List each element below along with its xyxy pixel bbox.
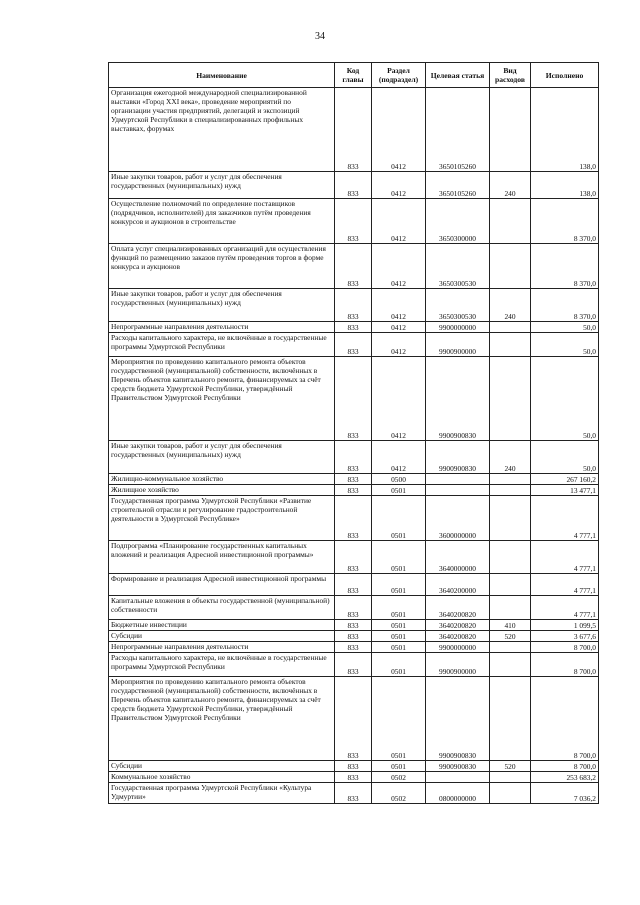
row-name: Капитальные вложения в объекты государственной (муниципальной) собственности bbox=[109, 596, 335, 620]
row-amount: 138,0 bbox=[531, 172, 599, 199]
header-name: Наименование bbox=[109, 63, 335, 88]
row-section: 0502 bbox=[372, 783, 426, 804]
table-body bbox=[109, 88, 599, 804]
row-section: 0412 bbox=[372, 441, 426, 474]
row-type bbox=[490, 574, 531, 596]
row-amount: 4 777,1 bbox=[531, 574, 599, 596]
row-type bbox=[490, 474, 531, 485]
header-section: Раздел (подраздел) bbox=[372, 63, 426, 88]
table-row bbox=[109, 485, 599, 496]
row-name: Жилищное хозяйство bbox=[109, 485, 335, 496]
row-section: 0500 bbox=[372, 474, 426, 485]
row-amount: 8 700,0 bbox=[531, 761, 599, 772]
row-article: 3640200000 bbox=[426, 574, 490, 596]
header-amount: Исполнено bbox=[531, 63, 599, 88]
row-article: 3640200820 bbox=[426, 631, 490, 642]
row-amount: 8 700,0 bbox=[531, 642, 599, 653]
row-amount: 50,0 bbox=[531, 357, 599, 441]
row-article: 9900900830 bbox=[426, 357, 490, 441]
table-row bbox=[109, 620, 599, 631]
row-section: 0412 bbox=[372, 244, 426, 289]
row-code: 833 bbox=[335, 172, 372, 199]
row-name: Иные закупки товаров, работ и услуг для обеспечения государственных (муниципальных) нужд bbox=[109, 441, 335, 474]
row-section: 0501 bbox=[372, 541, 426, 574]
header-code: Код главы bbox=[335, 63, 372, 88]
table-row bbox=[109, 596, 599, 620]
row-name: Иные закупки товаров, работ и услуг для обеспечения государственных (муниципальных) нужд bbox=[109, 289, 335, 322]
row-article: 9900000000 bbox=[426, 322, 490, 333]
row-section: 0501 bbox=[372, 574, 426, 596]
row-code: 833 bbox=[335, 631, 372, 642]
row-section: 0502 bbox=[372, 772, 426, 783]
row-article: 9900000000 bbox=[426, 642, 490, 653]
row-code: 833 bbox=[335, 642, 372, 653]
row-code: 833 bbox=[335, 322, 372, 333]
row-amount: 4 777,1 bbox=[531, 496, 599, 541]
row-type bbox=[490, 88, 531, 172]
table-row bbox=[109, 574, 599, 596]
row-section: 0501 bbox=[372, 677, 426, 761]
table-row bbox=[109, 783, 599, 804]
row-code: 833 bbox=[335, 541, 372, 574]
row-section: 0501 bbox=[372, 653, 426, 677]
header-type: Вид расходов bbox=[490, 63, 531, 88]
page-number: 34 bbox=[315, 31, 325, 42]
row-amount: 50,0 bbox=[531, 322, 599, 333]
row-type: 520 bbox=[490, 761, 531, 772]
row-amount: 4 777,1 bbox=[531, 541, 599, 574]
row-amount: 50,0 bbox=[531, 333, 599, 357]
row-name: Жилищно-коммунальное хозяйство bbox=[109, 474, 335, 485]
row-type: 520 bbox=[490, 631, 531, 642]
row-type bbox=[490, 541, 531, 574]
row-article: 0800000000 bbox=[426, 783, 490, 804]
row-code: 833 bbox=[335, 620, 372, 631]
row-type bbox=[490, 596, 531, 620]
row-type bbox=[490, 677, 531, 761]
row-name: Мероприятия по проведению капитального ремонта объектов государственной (муниципальной) собственности, включённых в Перечень объектов капитального ремонта, финансируемых за счёт средств бюджета Удмуртской Республики, утверждённый Правительством Удмуртской Республики bbox=[109, 357, 335, 441]
row-name: Непрограммные направления деятельности bbox=[109, 322, 335, 333]
row-section: 0501 bbox=[372, 642, 426, 653]
row-article: 9900900000 bbox=[426, 333, 490, 357]
row-article: 3650105260 bbox=[426, 172, 490, 199]
table-row bbox=[109, 88, 599, 172]
row-name: Иные закупки товаров, работ и услуг для обеспечения государственных (муниципальных) нужд bbox=[109, 172, 335, 199]
row-name: Субсидии bbox=[109, 761, 335, 772]
row-article: 3600000000 bbox=[426, 496, 490, 541]
row-section: 0412 bbox=[372, 322, 426, 333]
row-amount: 1 099,5 bbox=[531, 620, 599, 631]
row-name: Подпрограмма «Планирование государственных капитальных вложений и реализация Адресной инвестиционной программы» bbox=[109, 541, 335, 574]
row-amount: 8 370,0 bbox=[531, 289, 599, 322]
row-section: 0501 bbox=[372, 620, 426, 631]
row-article: 3640000000 bbox=[426, 541, 490, 574]
row-code: 833 bbox=[335, 783, 372, 804]
row-type bbox=[490, 642, 531, 653]
row-section: 0412 bbox=[372, 172, 426, 199]
table-row bbox=[109, 289, 599, 322]
row-article: 3640200820 bbox=[426, 620, 490, 631]
row-name: Субсидии bbox=[109, 631, 335, 642]
row-article: 9900900830 bbox=[426, 761, 490, 772]
row-type bbox=[490, 322, 531, 333]
table-row bbox=[109, 541, 599, 574]
row-code: 833 bbox=[335, 772, 372, 783]
row-name: Государственная программа Удмуртской Республики «Развитие строительной отрасли и регулирование градостроительной деятельности в Удмуртской Республике» bbox=[109, 496, 335, 541]
row-amount: 8 370,0 bbox=[531, 199, 599, 244]
row-name: Государственная программа Удмуртской Республики «Культура Удмуртии» bbox=[109, 783, 335, 804]
row-article: 3650300530 bbox=[426, 289, 490, 322]
row-type bbox=[490, 772, 531, 783]
row-code: 833 bbox=[335, 244, 372, 289]
row-name: Осуществление полномочий по определение поставщиков (подрядчиков, исполнителей) для заказчиков путём проведения конкурсов и аукционов в строительстве bbox=[109, 199, 335, 244]
row-type bbox=[490, 244, 531, 289]
row-code: 833 bbox=[335, 496, 372, 541]
table-row bbox=[109, 244, 599, 289]
row-code: 833 bbox=[335, 88, 372, 172]
row-name: Расходы капитального характера, не включённые в государственные программы Удмуртской Республики bbox=[109, 653, 335, 677]
row-amount: 138,0 bbox=[531, 88, 599, 172]
row-code: 833 bbox=[335, 677, 372, 761]
row-code: 833 bbox=[335, 199, 372, 244]
row-section: 0501 bbox=[372, 761, 426, 772]
row-name: Непрограммные направления деятельности bbox=[109, 642, 335, 653]
header-article: Целевая статья bbox=[426, 63, 490, 88]
row-section: 0501 bbox=[372, 596, 426, 620]
row-article: 9900900830 bbox=[426, 677, 490, 761]
table-row bbox=[109, 357, 599, 441]
row-type: 410 bbox=[490, 620, 531, 631]
table-row bbox=[109, 172, 599, 199]
row-code: 833 bbox=[335, 653, 372, 677]
row-section: 0412 bbox=[372, 357, 426, 441]
row-name: Оплата услуг специализированных организаций для осуществления функций по размещению заказов путём проведения торгов в форме конкурса и аукционов bbox=[109, 244, 335, 289]
row-amount: 267 160,2 bbox=[531, 474, 599, 485]
row-section: 0501 bbox=[372, 631, 426, 642]
row-code: 833 bbox=[335, 441, 372, 474]
table-row bbox=[109, 761, 599, 772]
table-row bbox=[109, 441, 599, 474]
row-article: 9900900000 bbox=[426, 653, 490, 677]
row-code: 833 bbox=[335, 485, 372, 496]
row-code: 833 bbox=[335, 574, 372, 596]
table-row bbox=[109, 496, 599, 541]
row-amount: 8 700,0 bbox=[531, 653, 599, 677]
table-row bbox=[109, 474, 599, 485]
table-row bbox=[109, 653, 599, 677]
row-section: 0412 bbox=[372, 333, 426, 357]
row-code: 833 bbox=[335, 333, 372, 357]
row-article: 3640200820 bbox=[426, 596, 490, 620]
row-article bbox=[426, 485, 490, 496]
row-code: 833 bbox=[335, 357, 372, 441]
row-section: 0412 bbox=[372, 199, 426, 244]
row-name: Формирование и реализация Адресной инвестиционной программы bbox=[109, 574, 335, 596]
row-type bbox=[490, 783, 531, 804]
row-name: Расходы капитального характера, не включённые в государственные программы Удмуртской Республики bbox=[109, 333, 335, 357]
budget-table bbox=[108, 62, 599, 804]
row-code: 833 bbox=[335, 761, 372, 772]
row-section: 0501 bbox=[372, 496, 426, 541]
row-name: Организация ежегодной международной специализированной выставки «Город XXI века», проведение мероприятий по организации участия предприятий, делегаций и экспозиций Удмуртской Республики в специализированных профильных выставках, форумах bbox=[109, 88, 335, 172]
row-amount: 3 677,6 bbox=[531, 631, 599, 642]
row-article: 3650105260 bbox=[426, 88, 490, 172]
row-article: 3650300530 bbox=[426, 244, 490, 289]
table-row bbox=[109, 199, 599, 244]
row-type bbox=[490, 496, 531, 541]
row-article: 9900900830 bbox=[426, 441, 490, 474]
row-name: Коммунальное хозяйство bbox=[109, 772, 335, 783]
row-type bbox=[490, 653, 531, 677]
row-amount: 13 477,1 bbox=[531, 485, 599, 496]
row-type bbox=[490, 199, 531, 244]
row-type: 240 bbox=[490, 289, 531, 322]
row-name: Мероприятия по проведению капитального ремонта объектов государственной (муниципальной) собственности, включённых в Перечень объектов капитального ремонта, финансируемых за счёт средств бюджета Удмуртской Республики, утверждённый Правительством Удмуртской Республики bbox=[109, 677, 335, 761]
row-name: Бюджетные инвестиции bbox=[109, 620, 335, 631]
table-row bbox=[109, 642, 599, 653]
row-section: 0501 bbox=[372, 485, 426, 496]
table-header-row bbox=[109, 63, 599, 88]
table-row bbox=[109, 333, 599, 357]
table-row bbox=[109, 322, 599, 333]
row-section: 0412 bbox=[372, 88, 426, 172]
table-row bbox=[109, 631, 599, 642]
table-row bbox=[109, 677, 599, 761]
row-code: 833 bbox=[335, 289, 372, 322]
row-article: 3650300000 bbox=[426, 199, 490, 244]
row-article bbox=[426, 772, 490, 783]
row-type: 240 bbox=[490, 441, 531, 474]
row-article bbox=[426, 474, 490, 485]
row-code: 833 bbox=[335, 596, 372, 620]
row-section: 0412 bbox=[372, 289, 426, 322]
row-code: 833 bbox=[335, 474, 372, 485]
row-amount: 7 036,2 bbox=[531, 783, 599, 804]
table-row bbox=[109, 772, 599, 783]
row-amount: 4 777,1 bbox=[531, 596, 599, 620]
row-amount: 253 683,2 bbox=[531, 772, 599, 783]
row-type bbox=[490, 357, 531, 441]
row-amount: 50,0 bbox=[531, 441, 599, 474]
row-type: 240 bbox=[490, 172, 531, 199]
row-type bbox=[490, 485, 531, 496]
row-type bbox=[490, 333, 531, 357]
row-amount: 8 370,0 bbox=[531, 244, 599, 289]
row-amount: 8 700,0 bbox=[531, 677, 599, 761]
